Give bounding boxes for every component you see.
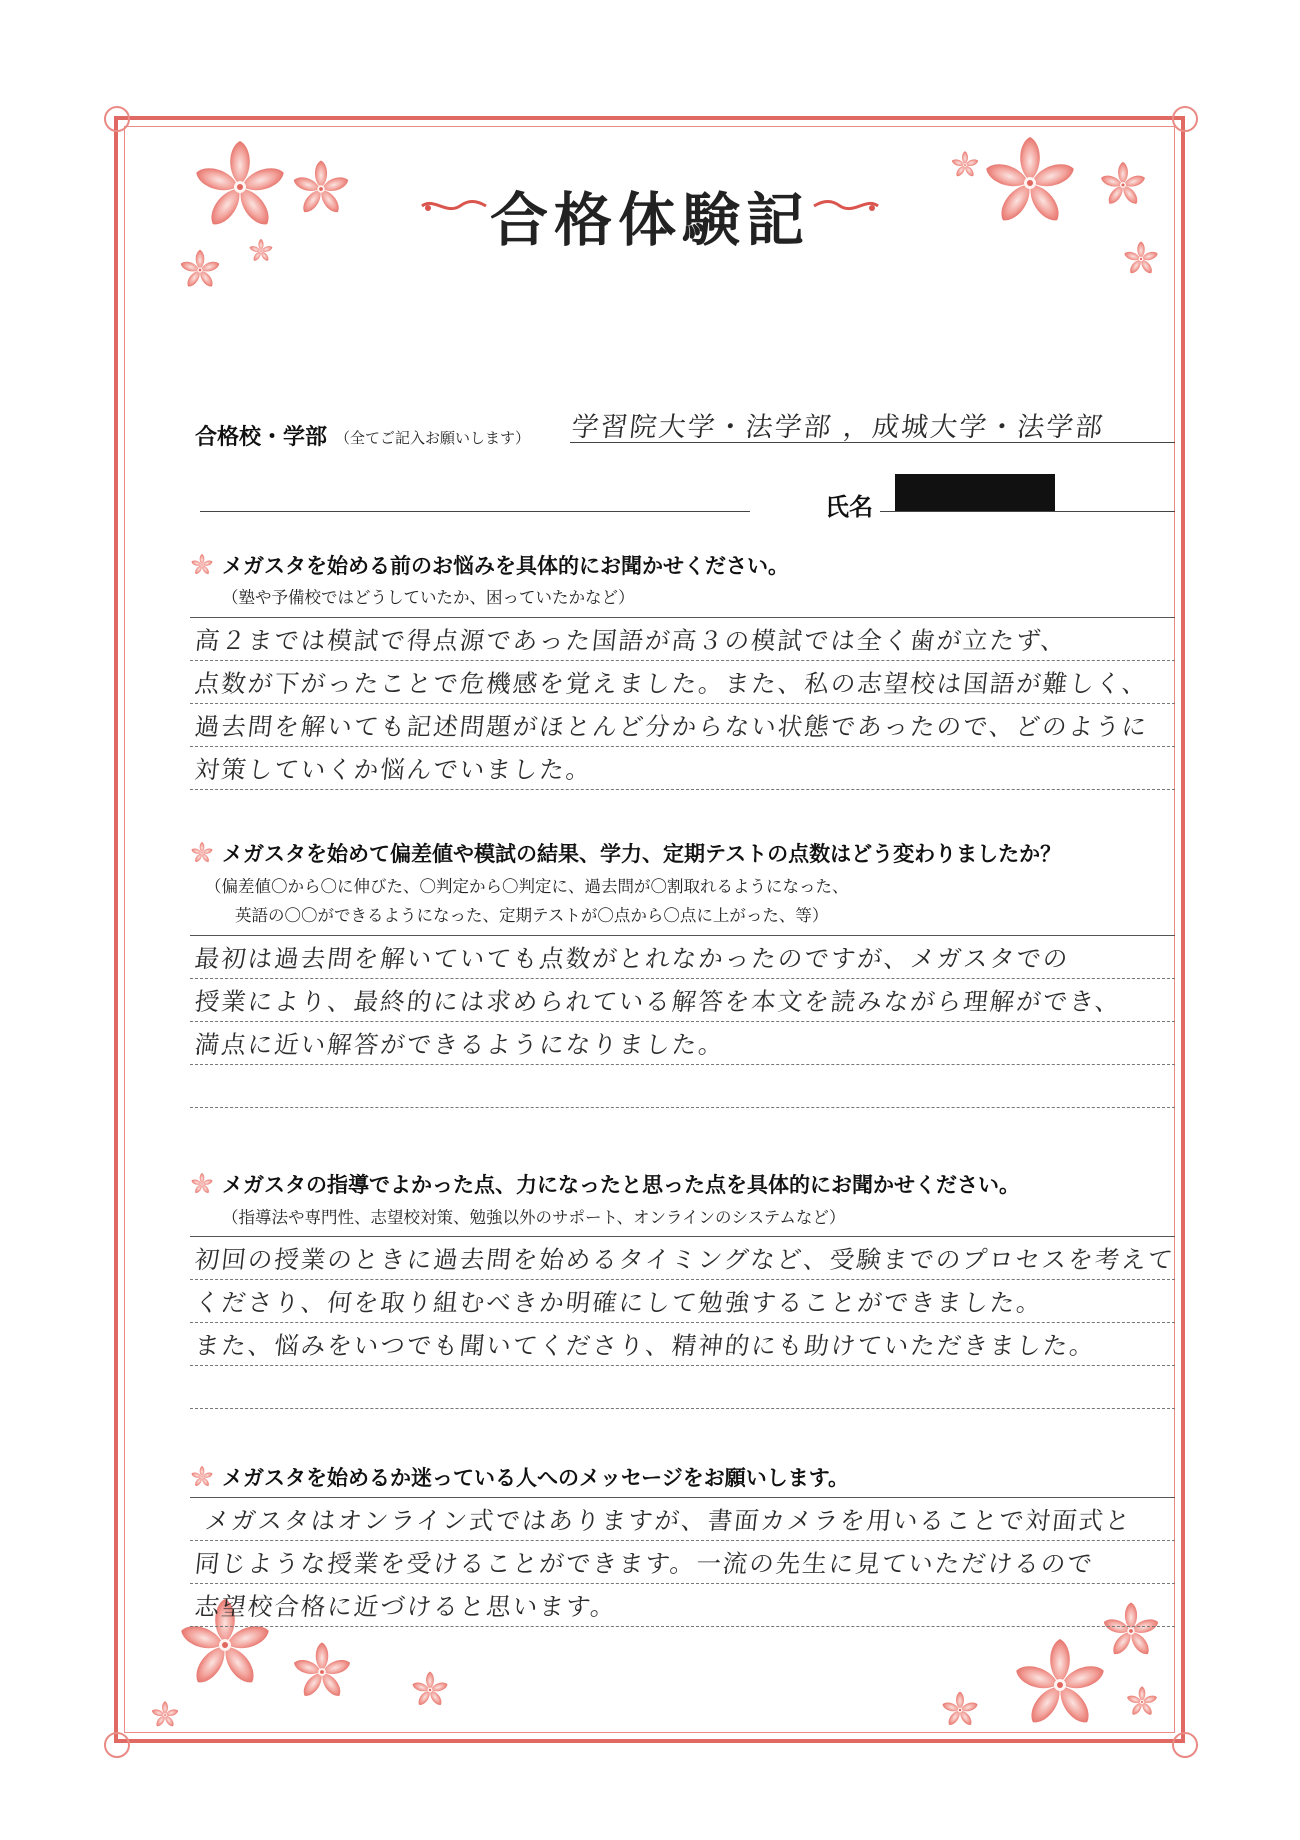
answer-line: 高２までは模試で得点源であった国語が高３の模試では全く歯が立たず、 <box>193 626 1069 655</box>
answer-line: 最初は過去問を解いていても点数がとれなかったのですが、メガスタでの <box>193 944 1071 973</box>
answer-rule <box>190 746 1175 747</box>
section-title: メガスタを始めて偏差値や模試の結果、学力、定期テストの点数はどう変わりましたか？ <box>222 842 1062 866</box>
section-title: メガスタを始めるか迷っている人へのメッセージをお願いします。 <box>222 1466 850 1490</box>
sakura-icon <box>185 132 295 242</box>
answer-rule <box>190 1497 1175 1498</box>
page-title: 合格体験記 <box>489 186 810 254</box>
sakura-icon <box>290 158 352 220</box>
school-underline <box>570 442 1175 443</box>
section-title: メガスタを始める前のお悩みを具体的にお聞かせください。 <box>222 554 789 578</box>
answer-rule <box>190 1626 1175 1627</box>
sakura-icon <box>290 1640 354 1704</box>
sakura-icon <box>1098 160 1148 210</box>
school-value: 学習院大学・法学部 ，成城大学・法学部 <box>570 412 1106 443</box>
section-note: （塾や予備校ではどうしていたか、困っていたかなど） <box>222 588 635 607</box>
answer-rule <box>190 1236 1175 1237</box>
answer-line: 満点に近い解答ができるようになりました。 <box>193 1030 727 1059</box>
name-redaction <box>895 474 1055 512</box>
sakura-icon <box>190 1465 214 1489</box>
answer-rule <box>190 1021 1175 1022</box>
section-note: （指導法や専門性、志望校対策、勉強以外のサポート、オンラインのシステムなど） <box>222 1208 846 1227</box>
answer-line: また、悩みをいつでも聞いてくださり、精神的にも助けていただきました。 <box>193 1331 1098 1360</box>
sakura-icon <box>190 841 214 865</box>
sakura-icon <box>1125 1685 1159 1719</box>
answer-line: 対策していくか悩んでいました。 <box>193 755 594 784</box>
sakura-icon <box>190 553 214 577</box>
answer-line: 初回の授業のときに過去問を始めるタイミングなど、受験までのプロセスを考えて <box>193 1245 1176 1274</box>
section-note: （偏差値〇から〇に伸びた、〇判定から〇判定に、過去問が〇割取れるようになった、 <box>205 877 849 896</box>
answer-rule <box>190 1408 1175 1409</box>
name-label: 氏名 <box>825 493 873 521</box>
answer-rule <box>190 1583 1175 1584</box>
sakura-icon <box>178 248 222 292</box>
answer-rule <box>190 1107 1175 1108</box>
answer-rule <box>190 1322 1175 1323</box>
answer-line: 同じような授業を受けることができます。一流の先生に見ていただけるので <box>193 1549 1096 1578</box>
sakura-icon <box>975 128 1085 238</box>
answer-rule <box>190 617 1175 618</box>
answer-rule <box>190 1365 1175 1366</box>
sakura-icon <box>248 238 274 264</box>
sakura-icon <box>150 1700 180 1730</box>
section-title: メガスタの指導でよかった点、力になったと思った点を具体的にお聞かせください。 <box>222 1173 1020 1197</box>
answer-rule <box>190 1064 1175 1065</box>
blank-underline <box>200 511 750 512</box>
frame-corner-ornament <box>1172 1732 1198 1758</box>
answer-rule <box>190 935 1175 936</box>
sakura-icon <box>410 1670 450 1710</box>
school-label: 合格校・学部 <box>195 425 328 450</box>
answer-line: メガスタはオンライン式ではありますが、書面カメラを用いることで対面式と <box>203 1506 1134 1535</box>
answer-line: 志望校合格に近づけると思います。 <box>193 1592 619 1621</box>
answer-rule <box>190 703 1175 704</box>
answer-line: くださり、何を取り組むべきか明確にして勉強することができました。 <box>193 1288 1045 1317</box>
sakura-icon <box>1100 1600 1162 1662</box>
frame-corner-ornament <box>104 106 130 132</box>
sakura-icon <box>1005 1630 1115 1740</box>
answer-rule <box>190 1279 1175 1280</box>
answer-line: 点数が下がったことで危機感を覚えました。また、私の志望校は国語が難しく、 <box>193 669 1150 698</box>
answer-rule <box>190 1540 1175 1541</box>
sakura-icon <box>190 1172 214 1196</box>
name-underline <box>880 511 1175 512</box>
answer-rule <box>190 660 1175 661</box>
title-block <box>380 165 920 255</box>
answer-rule <box>190 978 1175 979</box>
answer-rule <box>190 789 1175 790</box>
sakura-icon <box>950 150 980 180</box>
sakura-icon <box>940 1690 980 1730</box>
answer-line: 授業により、最終的には求められている解答を本文を読みながら理解ができ、 <box>193 987 1123 1016</box>
frame-corner-ornament <box>1172 106 1198 132</box>
answer-line: 過去問を解いても記述問題がほとんど分からない状態であったので、どのように <box>193 712 1150 741</box>
section-note: 英語の〇〇ができるようになった、定期テストが〇点から〇点に上がった、等） <box>235 906 829 925</box>
sakura-icon <box>1122 240 1160 278</box>
school-sublabel: （全てご記入お願いします） <box>335 429 531 447</box>
frame-corner-ornament <box>104 1732 130 1758</box>
flourish-icon <box>812 195 880 217</box>
